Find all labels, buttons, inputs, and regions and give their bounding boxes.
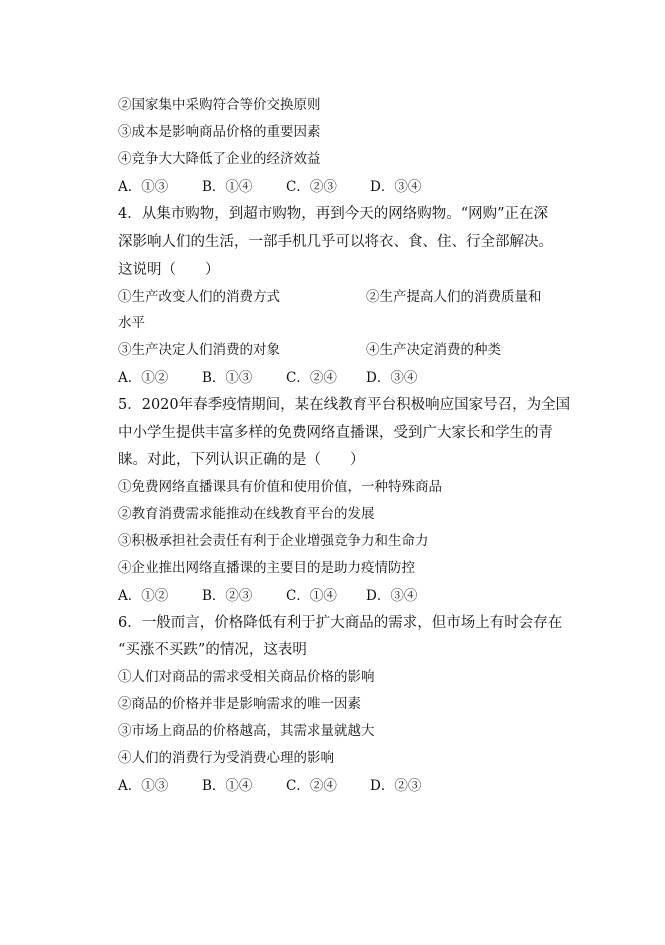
choice-a: A．①② [118,588,169,604]
question-4-option-1: ①生产改变人们的消费方式 [118,289,280,305]
choice-b: B．①④ [202,778,253,794]
question-4-option-4: ④生产决定消费的种类 [366,342,501,358]
choice-b: B．①③ [202,370,253,386]
option-line: ②国家集中采购符合等价交换原则 [118,97,321,113]
question-6-option: ④人们的消费行为受消费心理的影响 [118,750,334,766]
choice-b: B．①④ [202,179,253,195]
question-5-option: ②教育消费需求能推动在线教育平台的发展 [118,506,375,522]
choice-d: D．③④ [366,588,418,604]
question-5-option: ④企业推出网络直播课的主要目的是助力疫情防控 [118,560,415,576]
option-line: ④竞争大大降低了企业的经济效益 [118,151,321,167]
question-6-stem-line: 6．一般而言，价格降低有利于扩大商品的需求，但市场上有时会存在 [118,615,563,631]
choice-d: D．③④ [370,179,422,195]
question-4-option-2: ②生产提高人们的消费质量和 [366,289,542,305]
question-5-option: ①免费网络直播课具有价值和使用价值，一种特殊商品 [118,479,442,495]
option-line: ③成本是影响商品价格的重要因素 [118,124,321,140]
choice-c: C．②④ [286,370,337,386]
question-6-stem-line: “买涨不买跌”的情况，这表明 [118,642,307,658]
question-5-option: ③积极承担社会责任有利于企业增强竞争力和生命力 [118,533,429,549]
question-6-option: ②商品的价格并非是影响需求的唯一因素 [118,696,361,712]
choice-c: C．①④ [286,588,337,604]
choice-c: C．②④ [286,778,337,794]
question-5-stem-line: 5．2020年春季疫情期间，某在线教育平台积极响应国家号召，为全国 [118,397,571,413]
question-4-stem-line: 深影响人们的生活，一部手机几乎可以将衣、食、住、行全部解决。 [118,234,553,250]
choice-c: C．②③ [286,179,337,195]
question-4-stem-line: 4．从集市购物，到超市购物，再到今天的网络购物。“网购”正在深 [118,206,549,222]
choice-a: A．①② [118,370,169,386]
choice-d: D．③④ [366,370,418,386]
choice-a: A．①③ [118,778,169,794]
choice-b: B．②③ [202,588,253,604]
choice-d: D．②③ [370,778,422,794]
question-6-option: ①人们对商品的需求受相关商品价格的影响 [118,669,375,685]
question-4-option-2-continued: 水平 [118,315,145,331]
question-5-stem-line: 睐。对此，下列认识正确的是（ ） [118,452,365,468]
question-6-option: ③市场上商品的价格越高，其需求量就越大 [118,723,375,739]
question-4-stem-line: 这说明（ ） [118,262,220,278]
question-4-option-3: ③生产决定人们消费的对象 [118,342,280,358]
choice-a: A．①③ [118,179,169,195]
question-5-stem-line: 中小学生提供丰富多样的免费网络直播课，受到广大家长和学生的青 [118,425,553,441]
